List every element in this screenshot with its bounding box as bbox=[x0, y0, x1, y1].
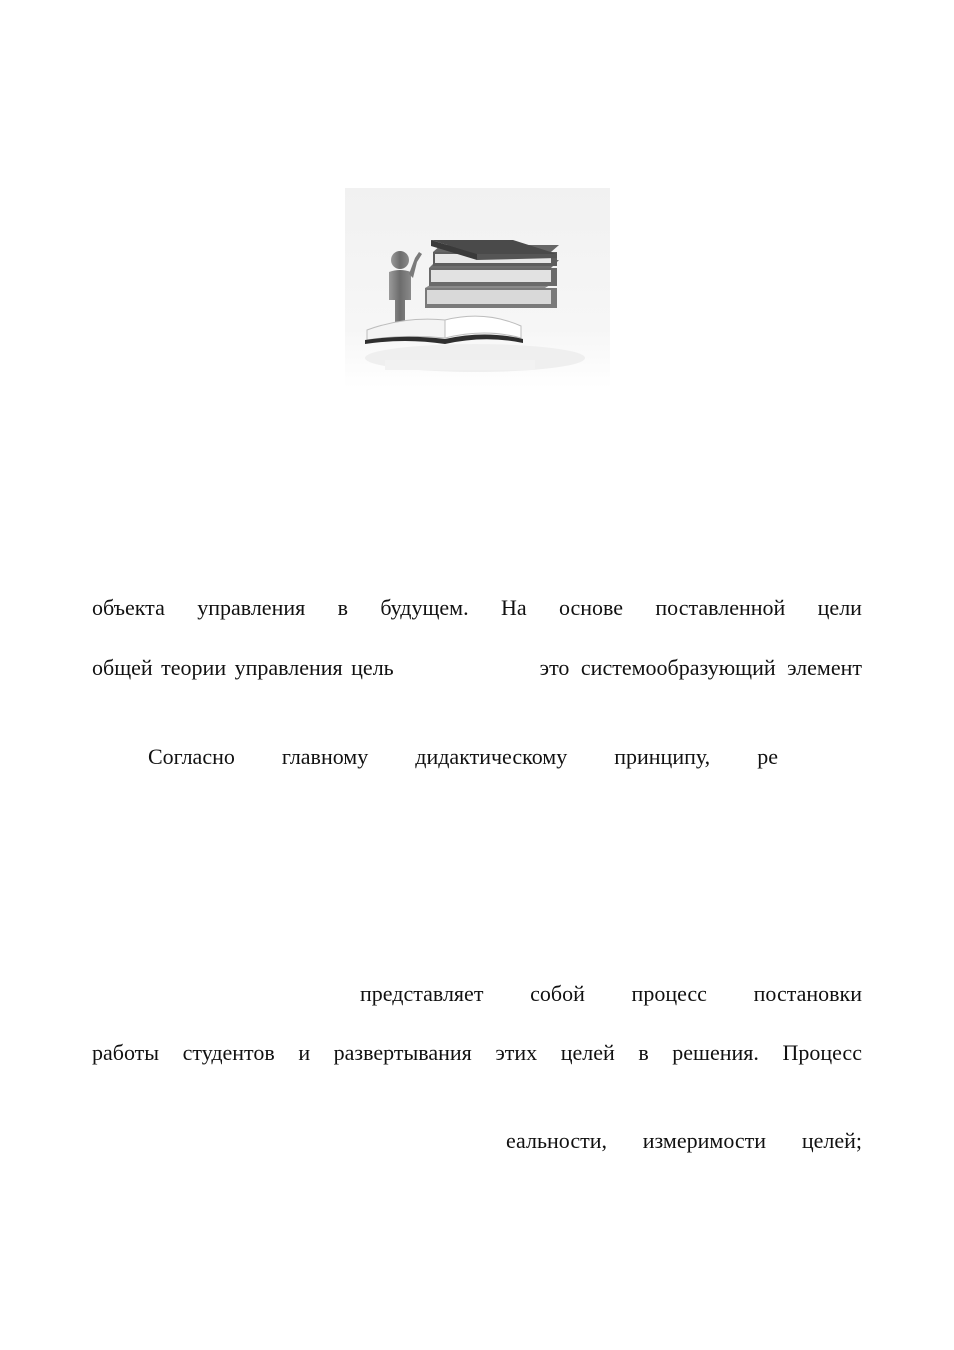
word: ре bbox=[757, 744, 778, 769]
word: студентов bbox=[182, 1040, 275, 1065]
teacher-with-books-icon bbox=[345, 188, 610, 388]
word: работы bbox=[92, 1040, 160, 1065]
word: представляет bbox=[360, 981, 484, 1006]
word: в bbox=[337, 595, 348, 620]
word: это bbox=[539, 655, 570, 680]
word: дидактическому bbox=[415, 744, 568, 769]
text-line-5 bbox=[92, 1039, 862, 1067]
word: управления bbox=[197, 595, 306, 620]
word: Согласно bbox=[148, 744, 235, 769]
word: На bbox=[500, 595, 527, 620]
text-line-2-part-2 bbox=[540, 654, 862, 682]
word: будущем. bbox=[380, 595, 469, 620]
word: этих bbox=[495, 1040, 538, 1065]
text-line-2-part-1 bbox=[92, 654, 394, 682]
word: основе bbox=[558, 595, 624, 620]
word: элемент bbox=[787, 655, 862, 680]
word: Процесс bbox=[782, 1040, 862, 1065]
text-line-4 bbox=[360, 980, 862, 1008]
word: в bbox=[638, 1040, 649, 1065]
word: развертывания bbox=[333, 1040, 472, 1065]
word: целей bbox=[560, 1040, 615, 1065]
word: собой bbox=[530, 981, 585, 1006]
text-line-1 bbox=[92, 594, 862, 622]
word: общей bbox=[92, 655, 153, 680]
word: цель bbox=[351, 655, 394, 680]
word: решения. bbox=[672, 1040, 759, 1065]
word: измеримости bbox=[642, 1128, 767, 1153]
word: объекта bbox=[92, 595, 165, 620]
text-line-3 bbox=[148, 743, 778, 771]
word: постановки bbox=[753, 981, 862, 1006]
word: принципу, bbox=[614, 744, 711, 769]
word: главному bbox=[281, 744, 369, 769]
text-line-6 bbox=[506, 1127, 862, 1155]
word: управления bbox=[234, 655, 343, 680]
word: системообразующий bbox=[580, 655, 776, 680]
word: еальности, bbox=[506, 1128, 607, 1153]
word: поставленной bbox=[655, 595, 786, 620]
word: процесс bbox=[631, 981, 707, 1006]
word: и bbox=[298, 1040, 311, 1065]
word: цели bbox=[817, 595, 862, 620]
word: теории bbox=[161, 655, 227, 680]
word: целей; bbox=[801, 1128, 862, 1153]
